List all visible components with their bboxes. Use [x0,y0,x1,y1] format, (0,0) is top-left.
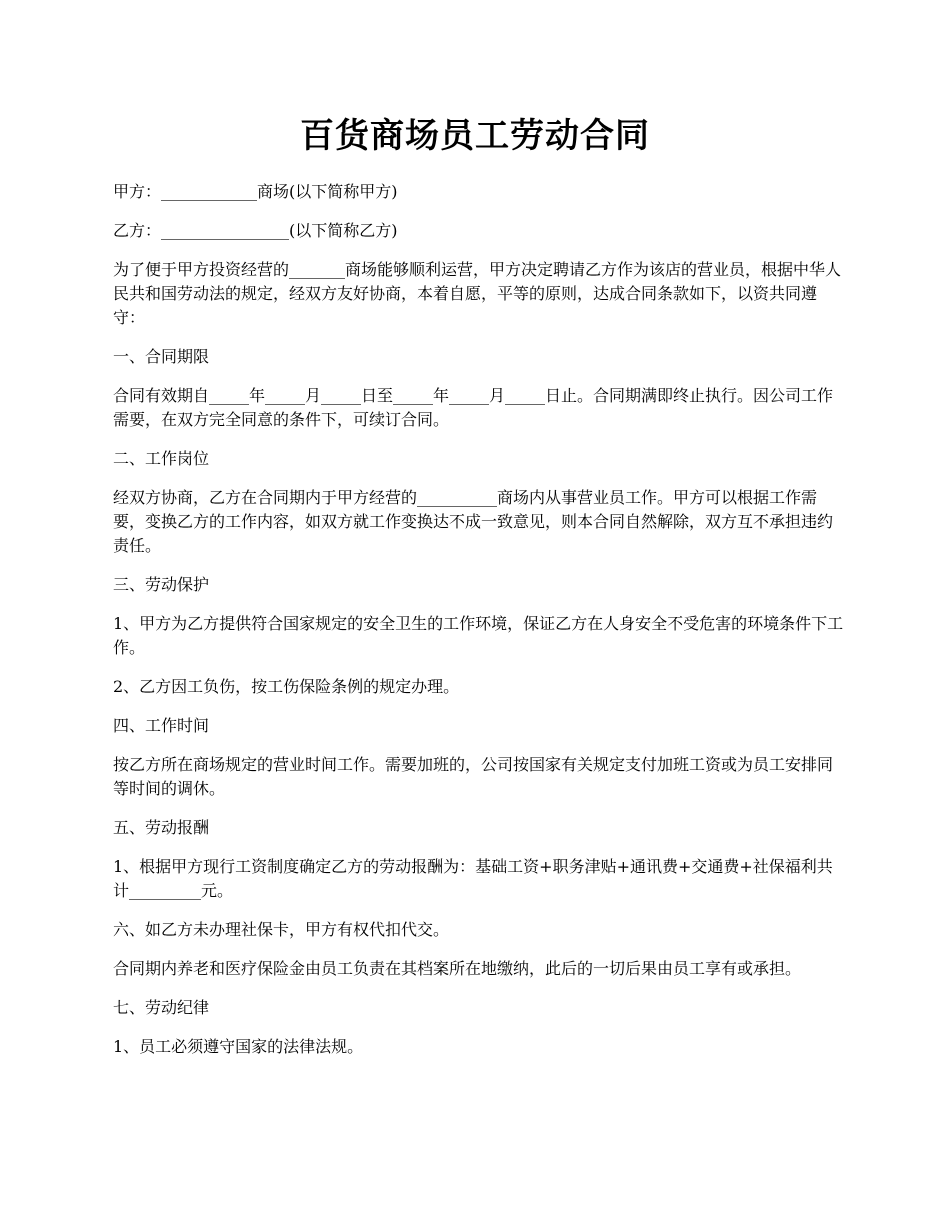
document-body [113,180,848,1074]
position-paragraph: 经双方协商，乙方在合同期内于甲方经营的__________商场内从事营业员工作。甲方可以根据工作需要，变换乙方的工作内容，如双方就工作变换达不成一致意见，则本合同自然解除，双方互不承担违约责任。 [113,488,834,555]
preamble-paragraph: 为了便于甲方投资经营的_______商场能够顺利运营，甲方决定聘请乙方作为该店的营业员，根据中华人民共和国劳动法的规定，经双方友好协商，本着自愿，平等的原则，达成合同条款如下，以资共同遵守： [113,260,842,327]
party-b-line: 乙方：________________(以下简称乙方) [113,221,398,240]
protection-item-1: 1、甲方为乙方提供符合国家规定的安全卫生的工作环境，保证乙方在人身安全不受危害的环境条件下工作。 [113,614,844,657]
section-heading-position: 二、工作岗位 [113,449,210,468]
hours-paragraph: 按乙方所在商场规定的营业时间工作。需要加班的，公司按国家有关规定支付加班工资或为员工安排同等时间的调休。 [113,755,834,798]
section-heading-social-security: 六、如乙方未办理社保卡，甲方有权代扣代交。 [113,920,450,939]
pay-item-1: 1、根据甲方现行工资制度确定乙方的劳动报酬为：基础工资+职务津贴+通讯费+交通费+社保福利共计_________元。 [113,857,833,900]
term-paragraph: 合同有效期自_____年_____月_____日至_____年_____月_____日止。合同期满即终止执行。因公司工作需要，在双方完全同意的条件下，可续订合同。 [113,386,834,429]
section-heading-protection: 三、劳动保护 [113,575,210,594]
section-heading-hours: 四、工作时间 [113,716,210,735]
protection-item-2: 2、乙方因工负伤，按工伤保险条例的规定办理。 [113,677,460,696]
section-heading-term: 一、合同期限 [113,347,210,366]
party-a-line: 甲方：____________商场(以下简称甲方) [113,182,398,201]
section-heading-pay: 五、劳动报酬 [113,818,210,837]
section-heading-discipline: 七、劳动纪律 [113,998,210,1017]
discipline-item-1: 1、员工必须遵守国家的法律法规。 [113,1037,364,1056]
insurance-paragraph: 合同期内养老和医疗保险金由员工负责在其档案所在地缴纳，此后的一切后果由员工享有或承担。 [113,959,802,978]
document-title: 百货商场员工劳动合同 [300,116,650,156]
